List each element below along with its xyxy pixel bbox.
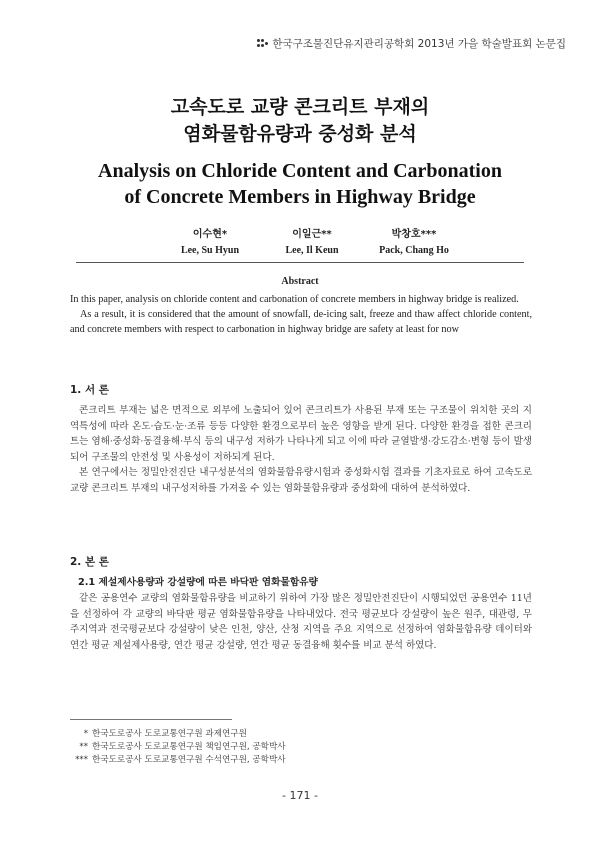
footnotes: [70, 728, 286, 768]
footnote-text: 한국도로공사 도로교통연구원 수석연구원, 공학박사: [92, 755, 286, 766]
author-name-english: Pack, Chang Ho: [379, 245, 449, 256]
footnote-mark: **: [79, 742, 88, 753]
footnote-mark: *: [83, 729, 88, 739]
title-divider: [76, 262, 524, 263]
main-body: [70, 591, 532, 653]
korean-title-line: 고속도로 교량 콘크리트 부재의: [170, 96, 430, 118]
author-name-korean: 박창호***: [391, 229, 437, 240]
subsection-heading: 2.1 제설제사용량과 강설량에 따른 바닥판 염화물함유량: [78, 577, 318, 588]
english-title: [0, 158, 600, 210]
introduction-body: [70, 403, 532, 497]
page-number: - 171 -: [282, 789, 318, 802]
author-name-english: Lee, Su Hyun: [180, 245, 240, 256]
footnote-divider: [70, 719, 232, 720]
body-paragraph: 같은 공용연수 교량의 염화물함유량을 비교하기 위하여 가장 많은 정밀안전진단이 시행되었던 공용연수 11년을 선정하여 각 교량의 바닥판 평균 염화물함유량을 나타내었다. 전국 평균보다 강설량이 높은 원주, 대관령, 무주지역과 전국평균보다 강설량이 낮은 인천, 양산, 산청 지역을 주요 지역으로 선정하여 염화물함유량 데이터와 연간 평균 제설제사용량, 연간 평균 강설량, 연간 평균 동결융해 횟수를 비교 분석 하였다.: [70, 593, 532, 651]
footnote: [70, 728, 286, 741]
section-heading-main: 2. 본 론: [70, 556, 109, 568]
korean-title: [0, 94, 600, 148]
abstract-body: [70, 292, 532, 338]
dots-icon: [257, 39, 268, 48]
english-title-line: of Concrete Members in Highway Bridge: [124, 186, 476, 208]
abstract-heading: Abstract: [281, 276, 319, 287]
body-paragraph: 본 연구에서는 정밀안전진단 내구성분석의 염화물함유량시험과 중성화시험 결과를 기초자료로 하여 고속도로 교량 콘크리트 부재의 내구성저하를 가져올 수 있는 염화물함유량과 중성화에 대하여 분석하였다.: [70, 467, 532, 494]
korean-title-line: 염화물함유량과 중성화 분석: [183, 123, 417, 145]
english-title-line: Analysis on Chloride Content and Carbonation: [98, 160, 502, 182]
author-name-korean: 이수현*: [192, 229, 228, 240]
author-name-english: Lee, Il Keun: [285, 245, 339, 256]
conference-title: 한국구조물진단유지관리공학회 2013년 가을 학술발표회 논문집: [272, 38, 566, 50]
body-paragraph: 콘크리트 부재는 넓은 면적으로 외부에 노출되어 있어 콘크리트가 사용된 부재 또는 구조물이 위치한 곳의 지역특성에 따라 온도·습도·눈·조류 등등 다양한 환경으로부터 높은 영향을 받게 된다. 다양한 환경을 접한 콘크리트는 염해·중성화·동결융해·부식 등의 내구성 저하가 나타나게 되고 이에 따라 균열발생·강도감소·변형 등이 발생되어 구조물의 안전성 및 사용성이 저하되게 된다.: [70, 405, 532, 463]
abstract-paragraph: As a result, it is considered that the amount of snowfall, de-icing salt, freeze and thaw affect chloride content, and concrete members with respect to carbonation in highway bridge are safety at least for now: [70, 309, 532, 336]
footnote-text: 한국도로공사 도로교통연구원 책임연구원, 공학박사: [92, 742, 286, 753]
abstract-paragraph: In this paper, analysis on chloride content and carbonation of concrete members in highway bridge is realized.: [70, 294, 519, 305]
footnote: [70, 741, 286, 754]
author-name-korean: 이일근**: [292, 229, 332, 240]
footnote-text: 한국도로공사 도로교통연구원 과제연구원: [92, 729, 247, 739]
footnote-mark: ***: [75, 755, 88, 766]
footnote: [70, 754, 286, 767]
section-heading-introduction: 1. 서 론: [70, 384, 109, 396]
author: [344, 227, 484, 259]
running-header: [257, 36, 566, 51]
